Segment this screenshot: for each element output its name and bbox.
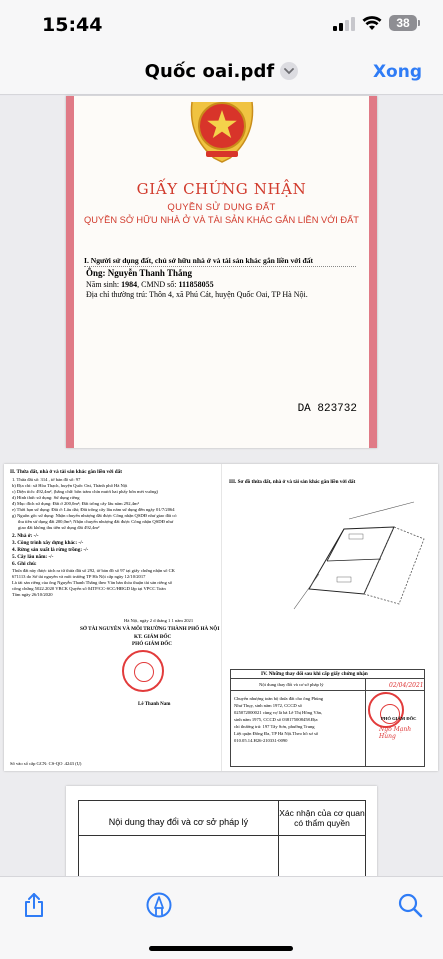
signer-name: Lê Thanh Nam <box>138 702 171 707</box>
status-bar <box>0 0 443 50</box>
changes-content-header: Nội dung thay đổi và cơ sở pháp lý <box>108 817 249 827</box>
home-indicator[interactable] <box>149 946 293 951</box>
national-emblem-icon <box>184 96 260 164</box>
land-row: giao đất không thu tiền sử dụng đất 492,4m² <box>18 525 100 530</box>
nav-bar <box>0 50 443 95</box>
agency-role-deputy: PHÓ GIÁM ĐỐC <box>132 641 173 647</box>
changes-column-divider <box>365 679 366 767</box>
right-seal-stamp <box>368 692 404 728</box>
cellular-signal-icon <box>333 17 355 31</box>
certificate-subtitle-house: QUYỀN SỞ HỮU NHÀ Ở VÀ TÀI SẢN KHÁC GẮN LIỀN VỚI ĐẤT <box>83 215 359 225</box>
markup-icon[interactable] <box>145 891 173 919</box>
owner-birth-id: Năm sinh: 1984, CMND số: 111858055 <box>86 280 214 289</box>
issuing-agency: SỞ TÀI NGUYÊN VÀ MÔI TRƯỜNG THÀNH PHỐ HÀ NỘI <box>80 626 220 632</box>
land-row: 1. Thửa đất số: 314 , tờ bản đồ số: 97 <box>12 477 81 482</box>
changes-text-line: Liệt quận Đống Đa, TP Hà Nội.Theo hồ sơ số <box>234 731 319 736</box>
right-signer: Ngô Mạnh Hùng <box>379 726 412 740</box>
pdf-page-details <box>4 464 438 771</box>
table-header-border <box>79 835 365 836</box>
land-row: g) Nguồn gốc sử dụng: Nhận chuyển nhượng đất được Công nhận QSDĐ như giao đất có <box>12 513 177 518</box>
changes-title: IV. Những thay đổi sau khi cấp giấy chứng nhận <box>261 671 368 677</box>
land-row: thu tiền sử dụng đất 200,0m²; Nhận chuyển nhượng đất được Công nhận QSDĐ như <box>18 519 174 524</box>
chevron-down-icon[interactable] <box>280 62 298 80</box>
changes-text-line: Như Thụy, sinh năm 1972, CCCD số <box>234 703 302 708</box>
note-row: Là tài sản riêng của ông Nguyễn Thanh Thắng theo Văn bản thỏa thuận tài sản riêng số <box>12 580 173 585</box>
land-row: b) Địa chỉ: xã Hòa Thạch, huyện Quốc Oai, Thành phố Hà Nội <box>12 483 128 488</box>
page-border-left <box>66 96 74 448</box>
page-fold-divider <box>221 464 222 771</box>
changes-text-line: 025072000021 cùng vợ là bà Lê Thị Hồng Vân, <box>234 710 323 715</box>
land-row: đ) Mục đích sử dụng: Đất ở 200,0m²; Đất trồng cây lâu năm 292,4m² <box>12 501 139 506</box>
land-row: c) Diện tích: 492,4m², (bằng chữ: bốn trăm chín mươi hai phẩy bốn mét vuông) <box>12 489 159 494</box>
agency-role: KT. GIÁM ĐỐC <box>134 634 172 640</box>
changes-column-header: Nội dung thay đổi và cơ sở pháp lý <box>259 682 324 687</box>
page-border-right <box>369 96 377 448</box>
right-date: 02/04/2021 <box>389 682 424 689</box>
official-seal-stamp <box>122 650 164 692</box>
certificate-subtitle-land: QUYỀN SỬ DỤNG ĐẤT <box>167 202 276 213</box>
changes-table-blank <box>78 800 366 886</box>
status-time: 15:44 <box>42 14 103 36</box>
map-section-heading: III. Sơ đồ thửa đất, nhà ở và tài sản khác gắn liền với đất <box>229 479 356 485</box>
land-row: d) Hình thức sử dụng: Sử dụng riêng <box>12 495 80 500</box>
done-button[interactable]: Xong <box>372 62 422 82</box>
asset-row: 3. Công trình xây dựng khác: -/- <box>12 540 84 546</box>
certificate-serial: DA 823732 <box>297 403 357 415</box>
pdf-page-changes <box>66 786 377 886</box>
asset-row: 4. Rừng sản xuất là rừng trồng: -/- <box>12 547 89 553</box>
owner-name: Ông: Nguyễn Thanh Thắng <box>86 268 192 278</box>
registry-number: Số vào sổ cấp GCN: CS-QO .4243 (Ụ) <box>10 761 82 766</box>
note-row: Thửa đất này được tách ra từ thửa đất số 292, tờ bản đồ số 97 tại giấy chứng nhận số CK <box>12 568 175 573</box>
land-row: e) Thời hạn sử dụng: Đất ở: Lâu dài; Đất trồng cây lâu năm sử dụng đến ngày 01/7/2064 <box>12 507 175 512</box>
changes-text-line: 010.05.14.H26-210331-0090 <box>234 738 288 743</box>
authority-confirmation-header: Xác nhận của cơ quan có thẩm quyền <box>279 808 365 828</box>
note-row: Tâm ngày 26/10/2020 <box>12 592 53 597</box>
changes-text-line: chỉ thường trú: 197 Tây Sơn, phường Trung <box>234 724 315 729</box>
battery-tip <box>418 20 420 26</box>
section-divider <box>84 266 356 267</box>
certificate-title: GIẤY CHỨNG NHẬN <box>136 180 307 198</box>
document-title-text: Quốc oai.pdf <box>144 61 275 82</box>
right-role: PHÓ GIÁM ĐỐC <box>381 716 417 721</box>
issue-date: Hà Nội, ngày 2 d tháng 1 1 năm 2021 <box>124 618 194 623</box>
land-plot-diagram <box>289 499 429 619</box>
asset-row: 5. Cây lâu năm: -/- <box>12 554 54 560</box>
note-row: công chứng 5022.2020 VBCK Quyển số 04TP/CC-SCC/HĐGD lập tại VPCC Toàn <box>12 586 166 591</box>
changes-text-line: sinh năm 1975, CCCD số 038175008458.Địa <box>234 717 318 722</box>
land-section-heading: II. Thửa đất, nhà ở và tài sản khác gắn liền với đất <box>10 469 122 475</box>
wifi-icon <box>362 14 382 32</box>
pdf-page-cover <box>66 96 377 448</box>
note-row: 671113 do Sở tài nguyên và môi trường TP Hà Nội cấp ngày 12/10/2017 <box>12 574 146 579</box>
pdf-viewer[interactable] <box>0 96 443 876</box>
share-icon[interactable] <box>20 891 48 919</box>
asset-row: 6. Ghi chú: <box>12 561 37 567</box>
owner-address: Địa chỉ thường trú: Thôn 4, xã Phú Cát, huyện Quốc Oai, TP Hà Nội. <box>86 290 308 299</box>
search-icon[interactable] <box>396 891 424 919</box>
asset-row: 2. Nhà ở: -/- <box>12 533 39 539</box>
battery-icon: 38 <box>389 15 417 31</box>
changes-text-line: Chuyển nhượng toàn bộ thửa đất cho ông Phùng <box>234 696 324 701</box>
changes-table <box>230 669 425 767</box>
section-1-heading: I. Người sử dụng đất, chủ sở hữu nhà ở và tài sản khác gắn liền với đất <box>84 256 314 265</box>
